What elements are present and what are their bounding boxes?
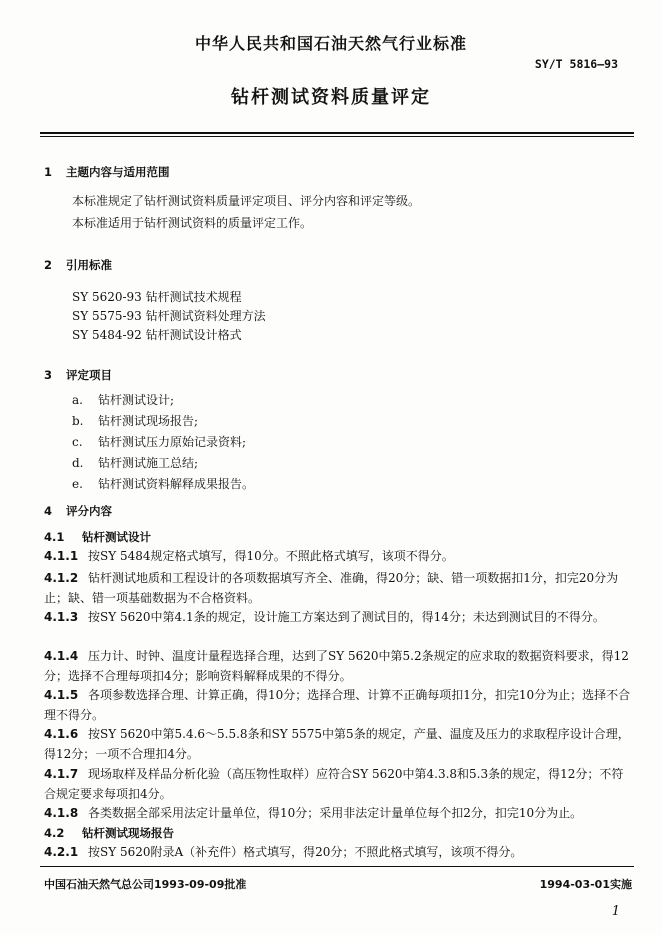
title-rule-thick bbox=[40, 132, 634, 134]
section-1-paragraph-2: 本标准适用于钻杆测试资料的质量评定工作。 bbox=[72, 216, 313, 230]
clause-text: 压力计、时钟、温度计量程选择合理，达到了SY 5620中第5.2条规定的应求取的数据资料要求，得12分；选择不合理每项扣4分；影响资料解释成果的不得分。 bbox=[44, 649, 629, 683]
approval-line: 中国石油天然气总公司1993-09-09批准 bbox=[44, 878, 247, 891]
item-text: 钻杆测试设计; bbox=[98, 393, 175, 407]
item-text: 钻杆测试资料解释成果报告。 bbox=[98, 477, 255, 491]
clause-4-1-8 bbox=[44, 804, 634, 824]
item-letter: a. bbox=[72, 393, 83, 407]
item-letter: e. bbox=[72, 477, 83, 491]
clause-number: 4.1.5 bbox=[44, 688, 79, 702]
evaluation-item bbox=[72, 475, 254, 492]
reference-item: SY 5484-92 钻杆测试设计格式 bbox=[72, 328, 242, 342]
section-number: 3 bbox=[44, 368, 53, 382]
section-3-heading bbox=[44, 367, 112, 383]
clause-4-1-6 bbox=[44, 725, 634, 764]
clause-4-1-3 bbox=[44, 608, 634, 628]
evaluation-item bbox=[72, 391, 174, 408]
section-number: 2 bbox=[44, 258, 53, 272]
clause-number: 4.1.1 bbox=[44, 549, 79, 563]
clause-4-1-4 bbox=[44, 647, 634, 686]
item-letter: b. bbox=[72, 414, 84, 428]
clause-number: 4.1.8 bbox=[44, 806, 79, 820]
title-rule-thin bbox=[40, 136, 634, 137]
subsection-number: 4.2 bbox=[44, 826, 65, 840]
subsection-number: 4.1 bbox=[44, 530, 65, 544]
section-title: 主题内容与适用范围 bbox=[66, 165, 170, 179]
section-1-heading bbox=[44, 164, 170, 180]
effective-date: 1994-03-01实施 bbox=[539, 878, 632, 891]
section-number: 4 bbox=[44, 504, 53, 518]
subsection-4-1-heading bbox=[44, 529, 151, 545]
clause-number: 4.1.4 bbox=[44, 649, 79, 663]
clause-text: 按SY 5620中第5.4.6～5.5.8条和SY 5575中第5条的规定，产量、温度及压力的求取程序设计合理，得12分；一项不合理扣4分。 bbox=[44, 727, 630, 761]
reference-item: SY 5620-93 钻杆测试技术规程 bbox=[72, 290, 242, 304]
clause-text: 钻杆测试地质和工程设计的各项数据填写齐全、准确，得20分；缺、错一项数据扣1分，扣完20分为止；缺、错一项基础数据为不合格资料。 bbox=[44, 571, 619, 605]
clause-text: 按SY 5620附录A（补充件）格式填写，得20分；不照此格式填写，该项不得分。 bbox=[88, 845, 523, 859]
page-number: 1 bbox=[611, 904, 620, 919]
evaluation-item bbox=[72, 454, 198, 471]
section-title: 评分内容 bbox=[66, 504, 112, 518]
standard-number: SY/T 5816—93 bbox=[534, 57, 618, 71]
item-text: 钻杆测试现场报告; bbox=[98, 414, 199, 428]
section-title: 评定项目 bbox=[66, 368, 112, 382]
item-letter: d. bbox=[72, 456, 84, 470]
clause-number: 4.1.6 bbox=[44, 727, 79, 741]
issuing-organization-title: 中华人民共和国石油天然气行业标准 bbox=[194, 34, 467, 53]
clause-4-2-1 bbox=[44, 843, 634, 863]
section-number: 1 bbox=[44, 165, 53, 179]
reference-item: SY 5575-93 钻杆测试资料处理方法 bbox=[72, 309, 266, 323]
clause-number: 4.1.2 bbox=[44, 571, 79, 585]
evaluation-item bbox=[72, 412, 198, 429]
evaluation-item bbox=[72, 433, 246, 450]
section-title: 引用标准 bbox=[66, 258, 112, 272]
item-text: 钻杆测试压力原始记录资料; bbox=[98, 435, 247, 449]
section-1-paragraph-1: 本标准规定了钻杆测试资料质量评定项目、评分内容和评定等级。 bbox=[72, 194, 421, 208]
clause-4-1-5 bbox=[44, 686, 634, 725]
subsection-title: 钻杆测试现场报告 bbox=[82, 826, 174, 840]
clause-text: 现场取样及样品分析化验（高压物性取样）应符合SY 5620中第4.3.8和5.3条的规定，得12分；不符合规定要求每项扣4分。 bbox=[44, 767, 624, 801]
clause-text: 按SY 5484规定格式填写，得10分。不照此格式填写，该项不得分。 bbox=[88, 549, 454, 563]
clause-number: 4.1.3 bbox=[44, 610, 79, 624]
document-title: 钻杆测试资料质量评定 bbox=[231, 87, 431, 108]
item-letter: c. bbox=[72, 435, 83, 449]
section-4-heading bbox=[44, 503, 112, 519]
clause-4-1-1 bbox=[44, 547, 634, 567]
subsection-title: 钻杆测试设计 bbox=[82, 530, 151, 544]
clause-text: 按SY 5620中第4.1条的规定，设计施工方案达到了测试目的，得14分；未达到测试目的不得分。 bbox=[88, 610, 605, 624]
section-2-heading bbox=[44, 257, 112, 273]
clause-text: 各项参数选择合理、计算正确，得10分；选择合理、计算不正确每项扣1分，扣完10分为止；选择不合理不得分。 bbox=[44, 688, 631, 722]
clause-number: 4.1.7 bbox=[44, 767, 79, 781]
footer-rule bbox=[40, 866, 634, 867]
clause-text: 各类数据全部采用法定计量单位，得10分；采用非法定计量单位每个扣2分，扣完10分为止。 bbox=[88, 806, 583, 820]
clause-number: 4.2.1 bbox=[44, 845, 79, 859]
clause-4-1-7 bbox=[44, 765, 634, 804]
clause-4-1-2 bbox=[44, 569, 634, 608]
item-text: 钻杆测试施工总结; bbox=[98, 456, 199, 470]
subsection-4-2-heading bbox=[44, 825, 174, 841]
